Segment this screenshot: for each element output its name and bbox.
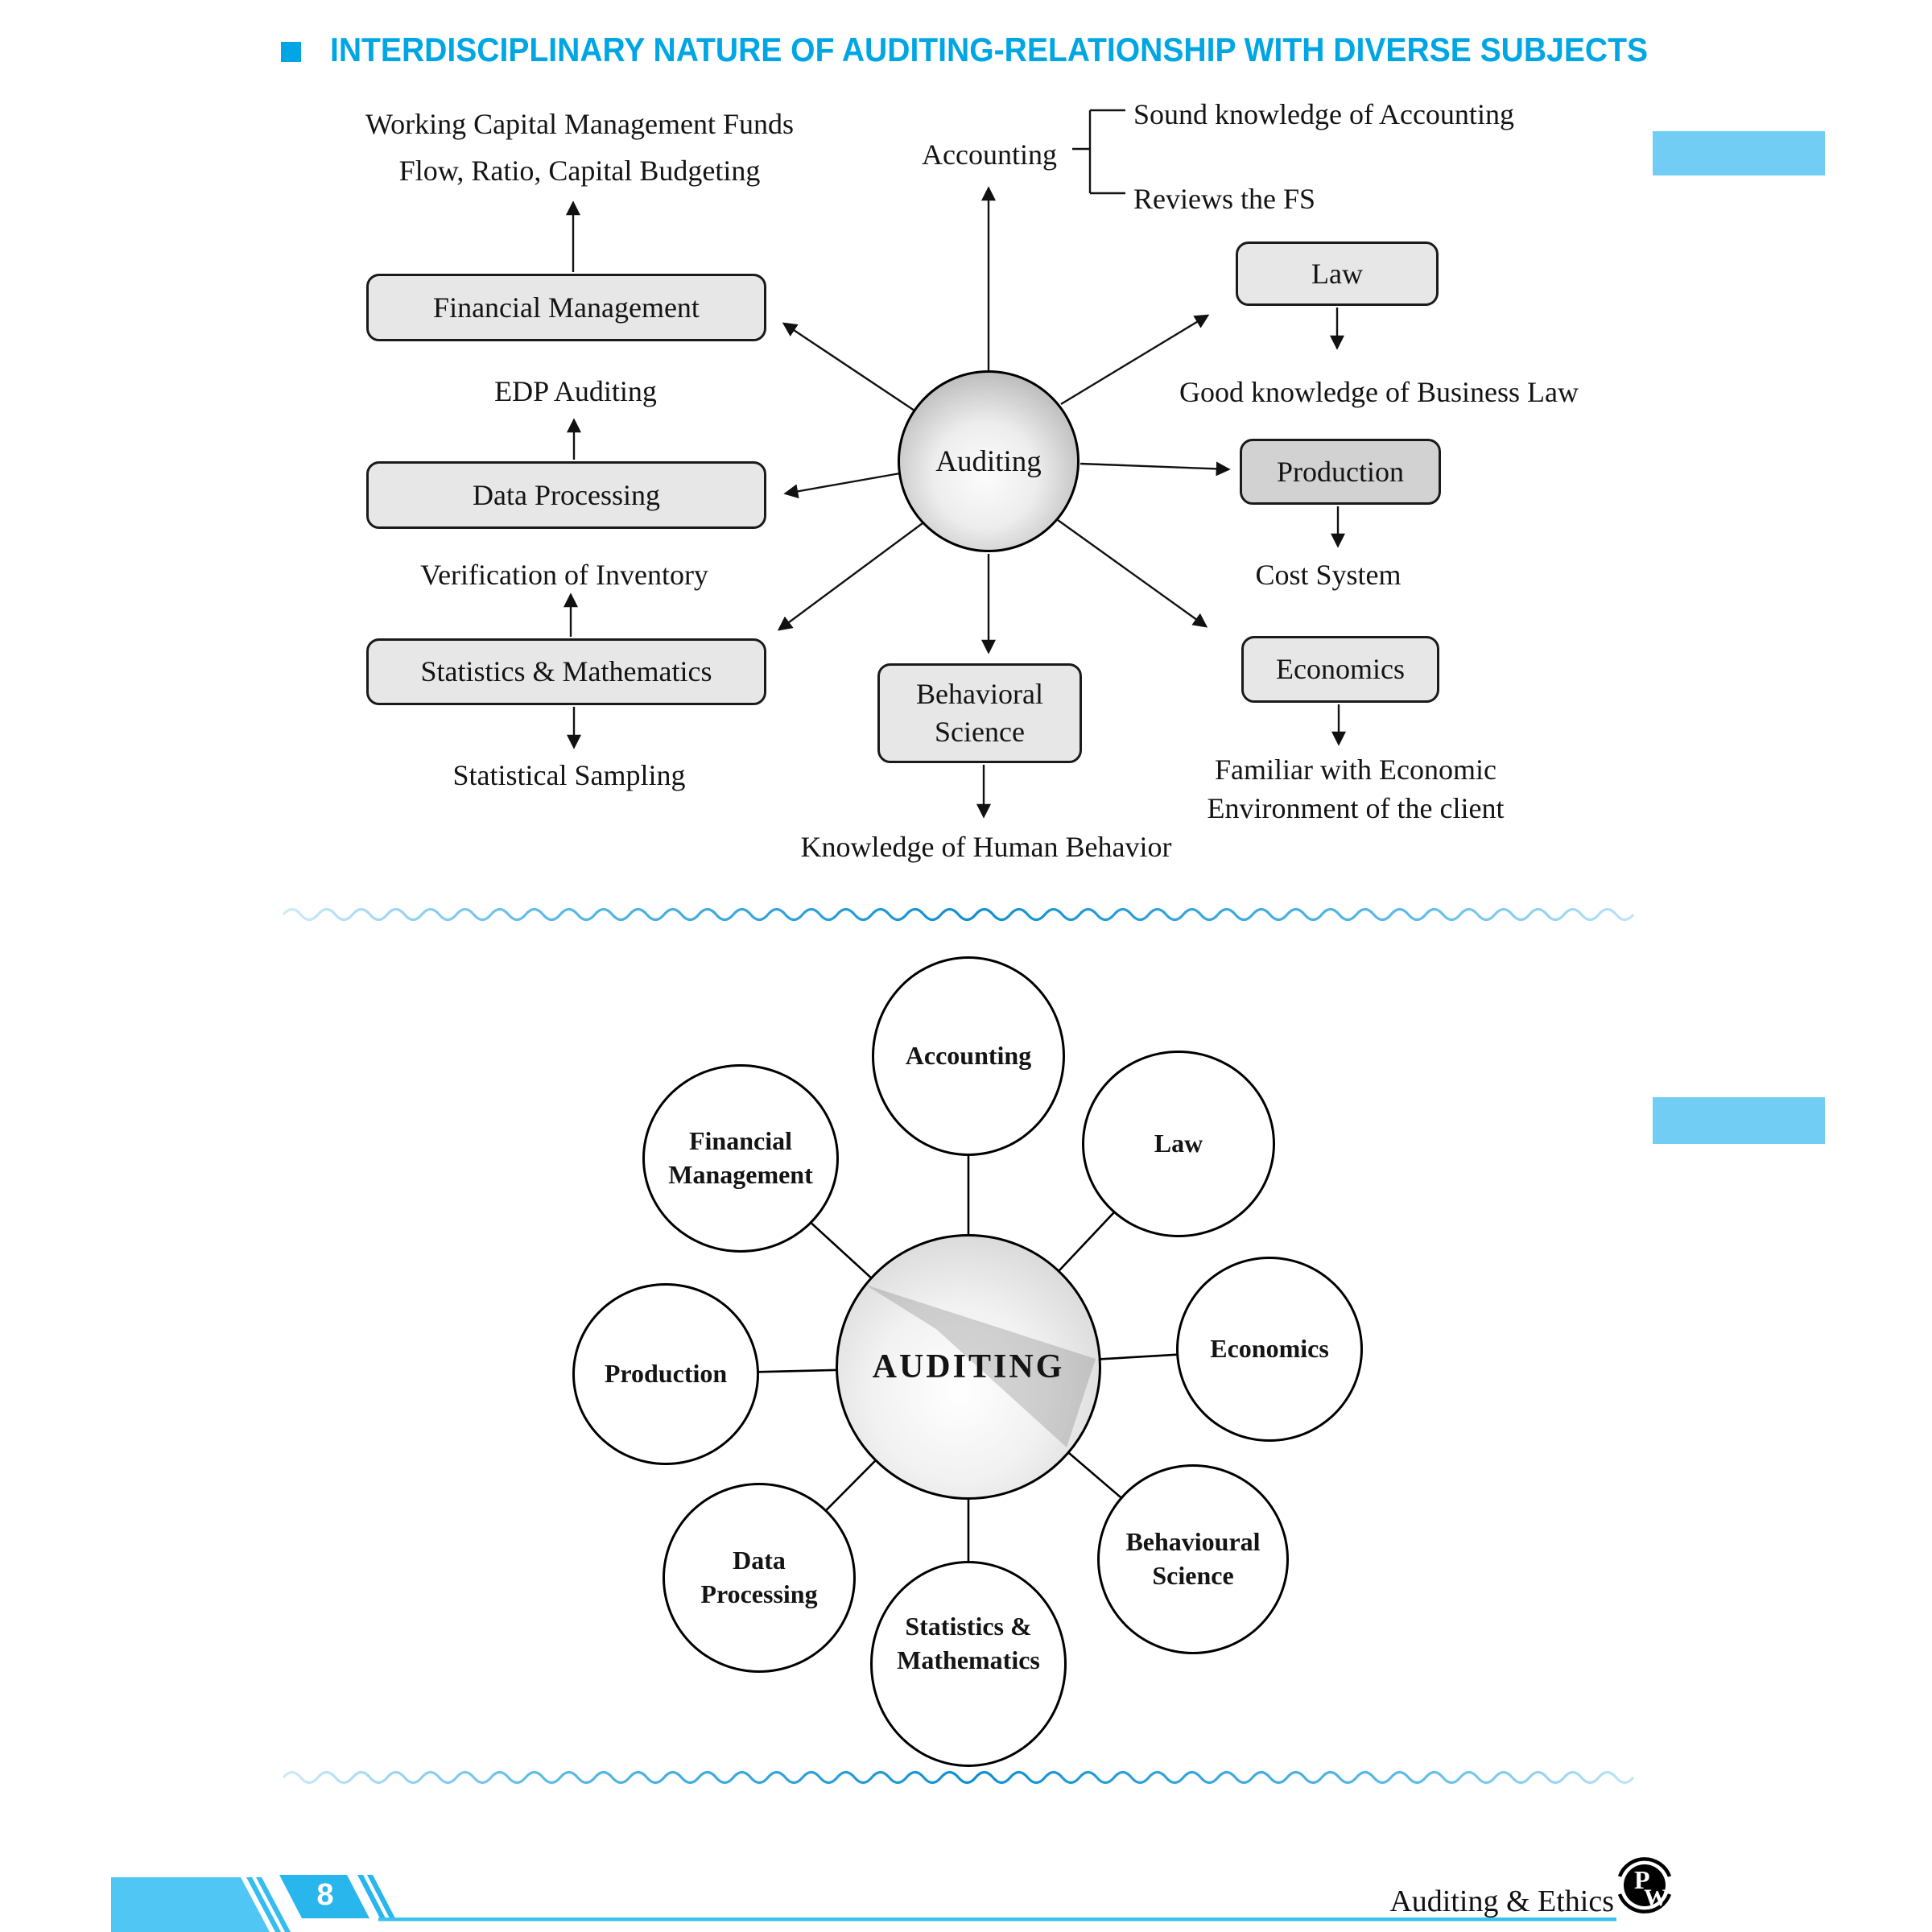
financial-management-note-line2: Flow, Ratio, Capital Budgeting	[398, 155, 761, 187]
auditing-hub-label: AUDITING	[872, 1348, 1065, 1385]
law-box: Law	[1236, 242, 1439, 306]
edp-auditing-note: EDP Auditing	[494, 375, 657, 407]
data-processing-box: Data Processing	[366, 461, 766, 529]
subject-circle-data-processing: Data Processing	[663, 1483, 856, 1673]
accounting-branch-1: Sound knowledge of Accounting	[1133, 98, 1514, 130]
subject-circle-law: Law	[1082, 1051, 1275, 1237]
auditing-sphere-label: Auditing	[935, 444, 1042, 478]
auditing-hub-sphere	[836, 1234, 1101, 1500]
pw-logo-letter-w: W	[1644, 1885, 1668, 1911]
subject-circle-economics: Economics	[1176, 1257, 1363, 1442]
page-title: INTERDISCIPLINARY NATURE OF AUDITING-RELATIONSHIP WITH DIVERSE SUBJECTS	[330, 31, 1649, 68]
auditing-sphere	[898, 370, 1080, 552]
subject-circle-behavioural-science: Behavioural Science	[1097, 1464, 1289, 1654]
book-title: Auditing & Ethics	[1389, 1885, 1614, 1918]
margin-tab-middle	[1653, 1097, 1825, 1144]
economics-note-line2: Environment of the client	[1207, 792, 1505, 824]
subject-circle-accounting: Accounting	[872, 956, 1065, 1156]
subject-circle-financial-management: Financial Management	[642, 1064, 839, 1253]
verification-of-inventory-note: Verification of Inventory	[420, 559, 708, 591]
accounting-label: Accounting	[922, 138, 1057, 171]
wavy-divider-bottom	[283, 1773, 1633, 1783]
title-bullet-icon	[281, 42, 301, 62]
accounting-branch-2: Reviews the FS	[1133, 183, 1316, 215]
financial-management-note-line1: Working Capital Management Funds	[365, 108, 795, 140]
financial-management-box: Financial Management	[366, 274, 766, 341]
page-number: 8	[316, 1878, 334, 1912]
pw-logo	[1620, 1859, 1670, 1911]
statistics-mathematics-box: Statistics & Mathematics	[366, 638, 766, 705]
economics-note-line1: Familiar with Economic	[1215, 753, 1496, 786]
margin-tab-top	[1653, 131, 1825, 175]
production-box: Production	[1240, 439, 1441, 505]
wavy-divider-top	[283, 910, 1633, 920]
pw-logo-letter-p: P	[1634, 1865, 1650, 1894]
behavioral-science-box: Behavioral Science	[877, 663, 1082, 763]
statistical-sampling-note: Statistical Sampling	[452, 759, 686, 791]
human-behavior-note: Knowledge of Human Behavior	[800, 831, 1172, 863]
subject-circle-production: Production	[572, 1283, 759, 1465]
law-note: Good knowledge of Business Law	[1179, 376, 1579, 408]
cost-system-note: Cost System	[1255, 559, 1402, 591]
economics-box: Economics	[1241, 636, 1439, 703]
subject-circle-statistics-mathematics: Statistics & Mathematics	[870, 1561, 1067, 1767]
